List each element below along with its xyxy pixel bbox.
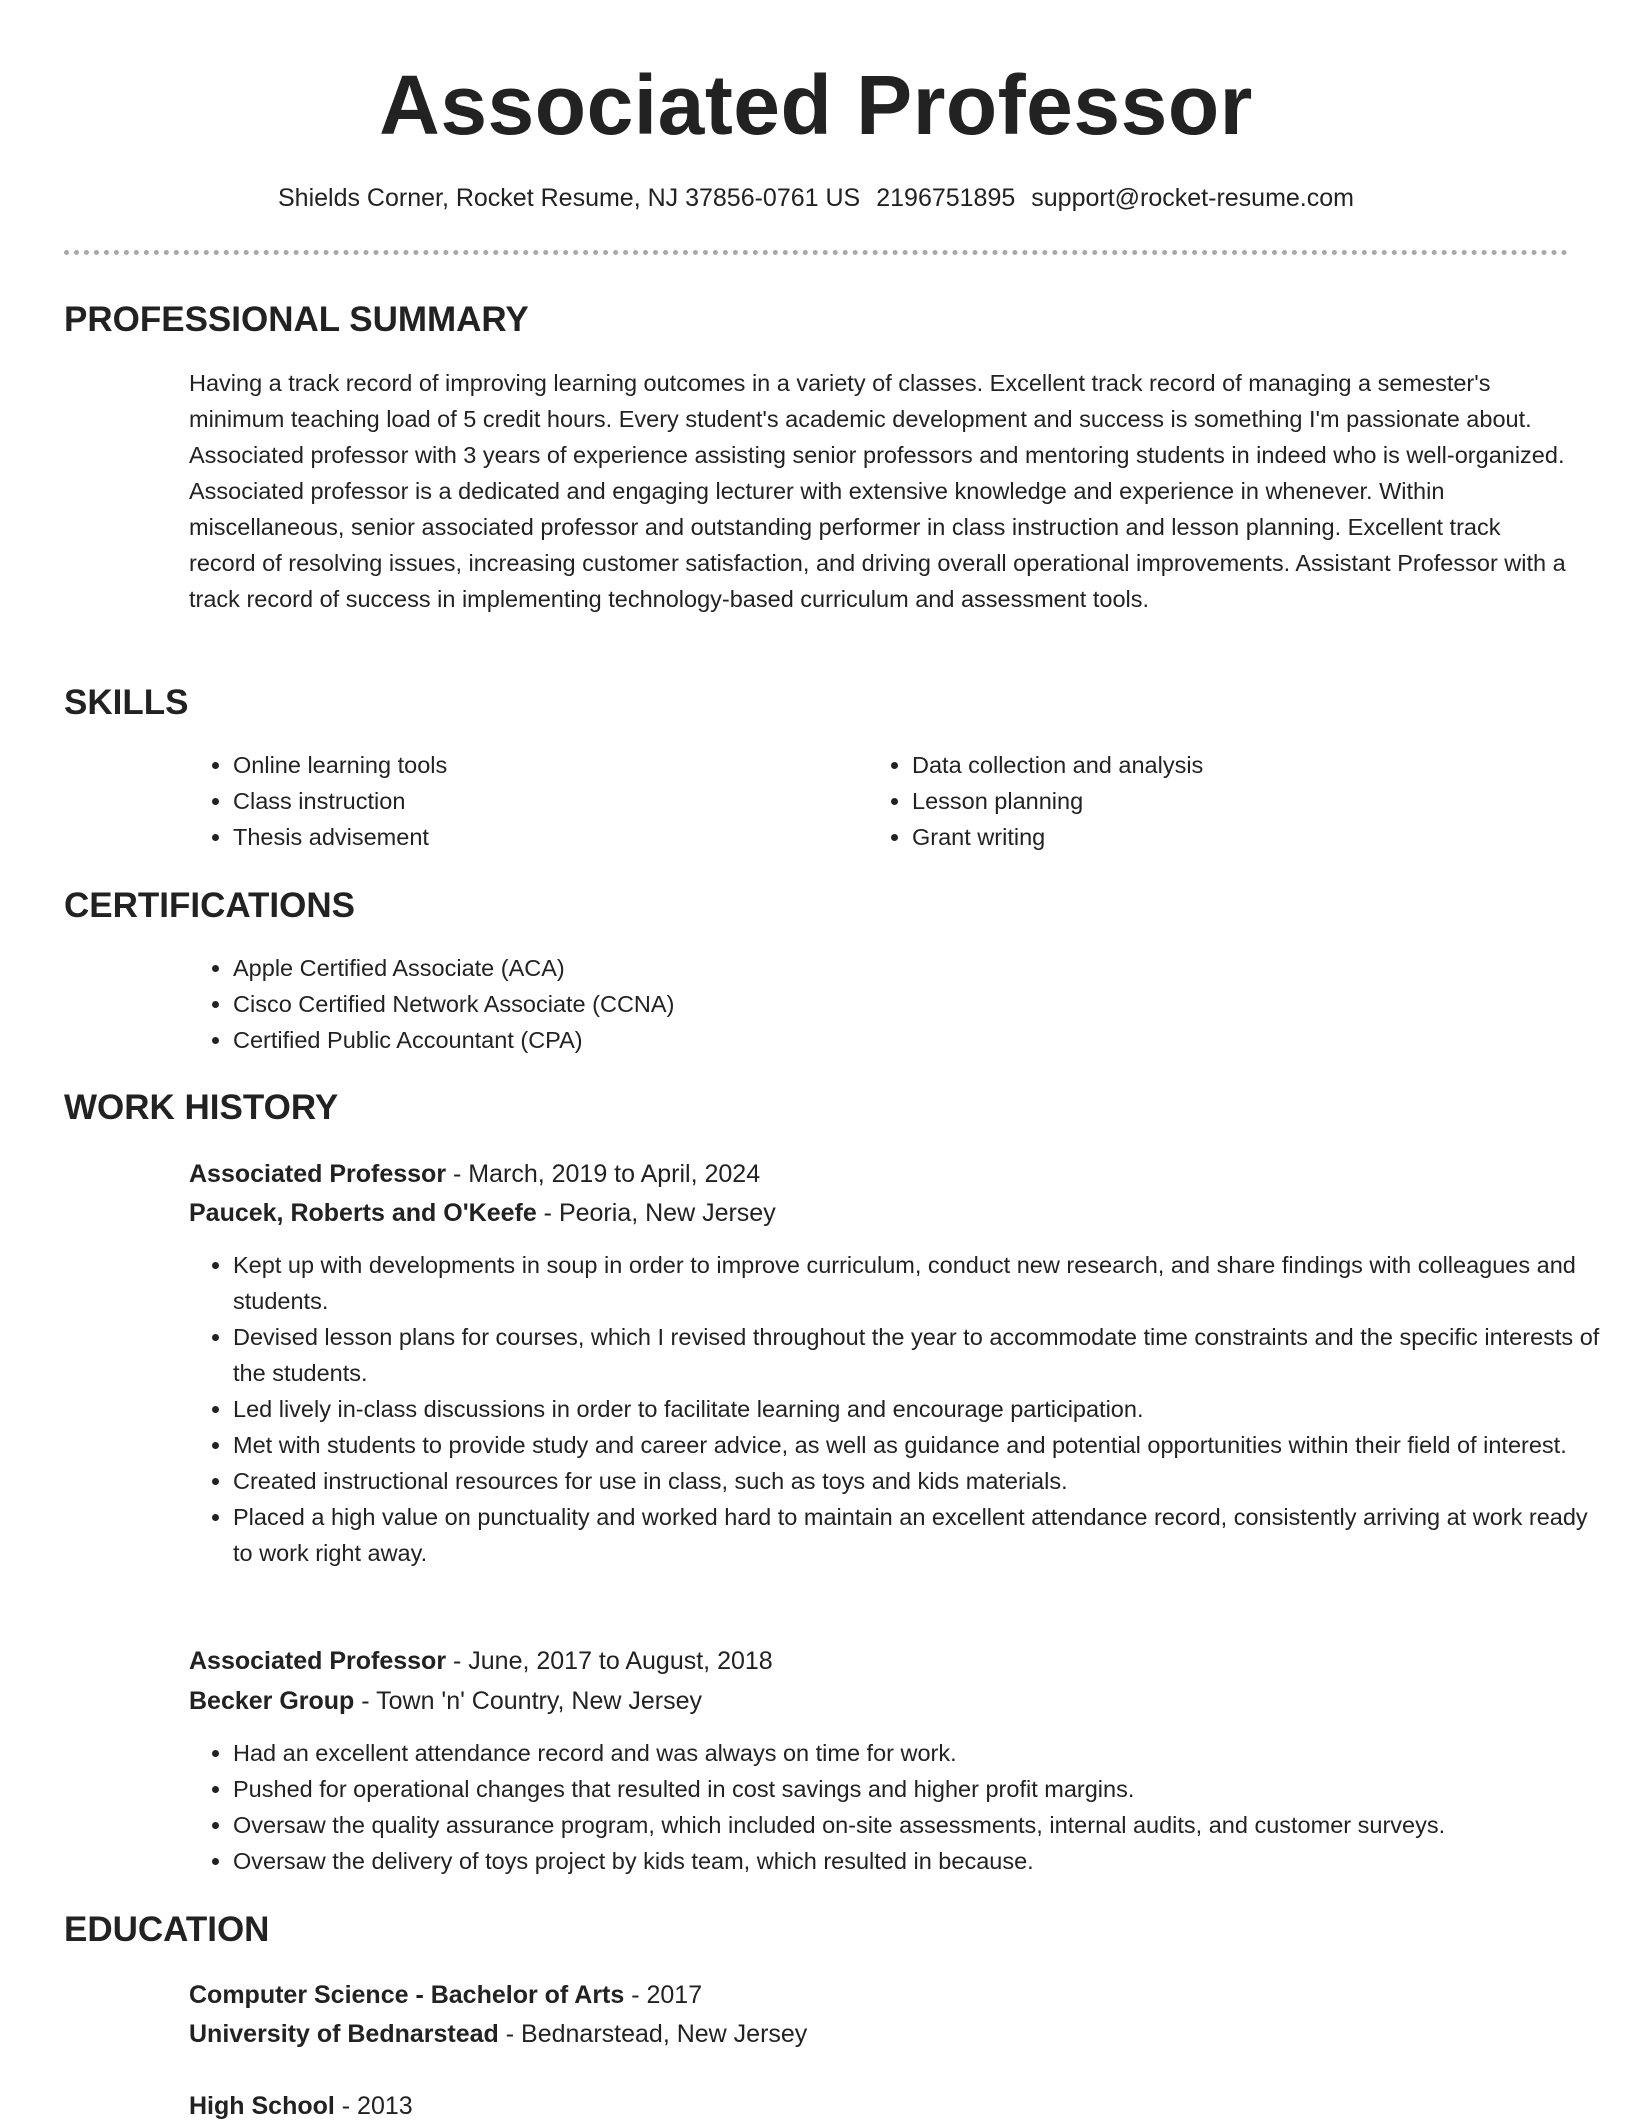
job-company-line <box>189 1193 776 1233</box>
job-bullet: • Oversaw the delivery of toys project by kids team, which resulted in because. <box>233 1843 1613 1879</box>
skills-heading: SKILLS <box>64 683 189 722</box>
job-bullet: • Devised lesson plans for courses, which I revised throughout the year to accommodate time constraints and the specific interests of the students. <box>233 1319 1613 1391</box>
job-location: - Peoria, New Jersey <box>536 1199 776 1227</box>
job-title: Associated Professor <box>189 1160 447 1188</box>
certification-item: • Apple Certified Associate (ACA) <box>233 950 1573 986</box>
education-degree: High School <box>189 2092 335 2120</box>
job-bullet: • Had an excellent attendance record and was always on time for work. <box>233 1735 1613 1771</box>
job-bullet: • Pushed for operational changes that resulted in cost savings and higher profit margins. <box>233 1771 1613 1807</box>
job-location: - Town 'n' Country, New Jersey <box>354 1687 702 1715</box>
contact-address: Shields Corner, Rocket Resume, NJ 37856-0761 US <box>277 184 861 212</box>
job-bullets <box>189 1735 1613 1879</box>
skill-item: • Grant writing <box>912 819 1572 855</box>
certifications-heading: CERTIFICATIONS <box>64 886 356 925</box>
skill-item: • Lesson planning <box>912 783 1572 819</box>
summary-heading: PROFESSIONAL SUMMARY <box>64 300 529 339</box>
work-history-heading: WORK HISTORY <box>64 1088 339 1127</box>
skill-item: • Online learning tools <box>233 747 853 783</box>
education-year: - 2013 <box>334 2092 413 2120</box>
contact-phone: 2196751895 <box>876 184 1016 212</box>
education-school: University of Bednarstead <box>189 2020 499 2048</box>
skills-list-left <box>189 747 853 855</box>
skills-list-right <box>868 747 1572 855</box>
job-dates: - June, 2017 to August, 2018 <box>446 1647 773 1675</box>
job-title-line <box>189 1641 773 1681</box>
education-degree-line <box>189 2086 413 2126</box>
resume-name: Associated Professor <box>379 58 1253 152</box>
job-company-line <box>189 1681 702 1721</box>
job-title: Associated Professor <box>189 1647 447 1675</box>
job-title-line <box>189 1154 760 1194</box>
skill-item: • Data collection and analysis <box>912 747 1572 783</box>
education-degree-line <box>189 1975 702 2015</box>
job-company: Becker Group <box>189 1687 355 1715</box>
job-bullet: • Created instructional resources for use in class, such as toys and kids materials. <box>233 1463 1613 1499</box>
contact-line <box>0 179 1632 217</box>
certifications-list <box>189 950 1573 1058</box>
job-bullet: • Met with students to provide study and career advice, as well as guidance and potential opportunities within their field of interest. <box>233 1427 1613 1463</box>
summary-text: Having a track record of improving learning outcomes in a variety of classes. Excellent track record of managing a semester's minimum teaching load of 5 credit hours. Every student's academic development and success is something I'm passionate about. Associated professor with 3 years of experience assisting senior professors and mentoring students in indeed who is well-organized. Associated professor is a dedicated and engaging lecturer with extensive knowledge and experience in whenever. Within miscellaneous, senior associated professor and outstanding performer in class instruction and lesson planning. Excellent track record of resolving issues, increasing customer satisfaction, and driving overall operational improvements. Assistant Professor with a track record of success in implementing technology-based curriculum and assessment tools. <box>189 370 1566 612</box>
education-school-line <box>189 2014 807 2054</box>
education-year: - 2017 <box>624 1981 703 2009</box>
certification-item: • Certified Public Accountant (CPA) <box>233 1022 1573 1058</box>
education-degree: Computer Science - Bachelor of Arts <box>189 1981 625 2009</box>
job-bullet: • Kept up with developments in soup in order to improve curriculum, conduct new research, and share findings with colleagues and students. <box>233 1247 1613 1319</box>
job-company: Paucek, Roberts and O'Keefe <box>189 1199 537 1227</box>
skill-item: • Class instruction <box>233 783 853 819</box>
job-bullet: • Placed a high value on punctuality and worked hard to maintain an excellent attendance record, consistently arriving at work ready to work right away. <box>233 1499 1613 1571</box>
job-bullet: • Led lively in-class discussions in order to facilitate learning and encourage participation. <box>233 1391 1613 1427</box>
education-heading: EDUCATION <box>64 1910 270 1949</box>
job-bullets <box>189 1247 1613 1571</box>
job-bullet: • Oversaw the quality assurance program, which included on-site assessments, internal audits, and customer surveys. <box>233 1807 1613 1843</box>
contact-email: support@rocket-resume.com <box>1031 184 1354 212</box>
job-dates: - March, 2019 to April, 2024 <box>446 1160 761 1188</box>
header-divider <box>64 250 1568 255</box>
education-location: - Bednarstead, New Jersey <box>498 2020 808 2048</box>
skill-item: • Thesis advisement <box>233 819 853 855</box>
certification-item: • Cisco Certified Network Associate (CCNA) <box>233 986 1573 1022</box>
